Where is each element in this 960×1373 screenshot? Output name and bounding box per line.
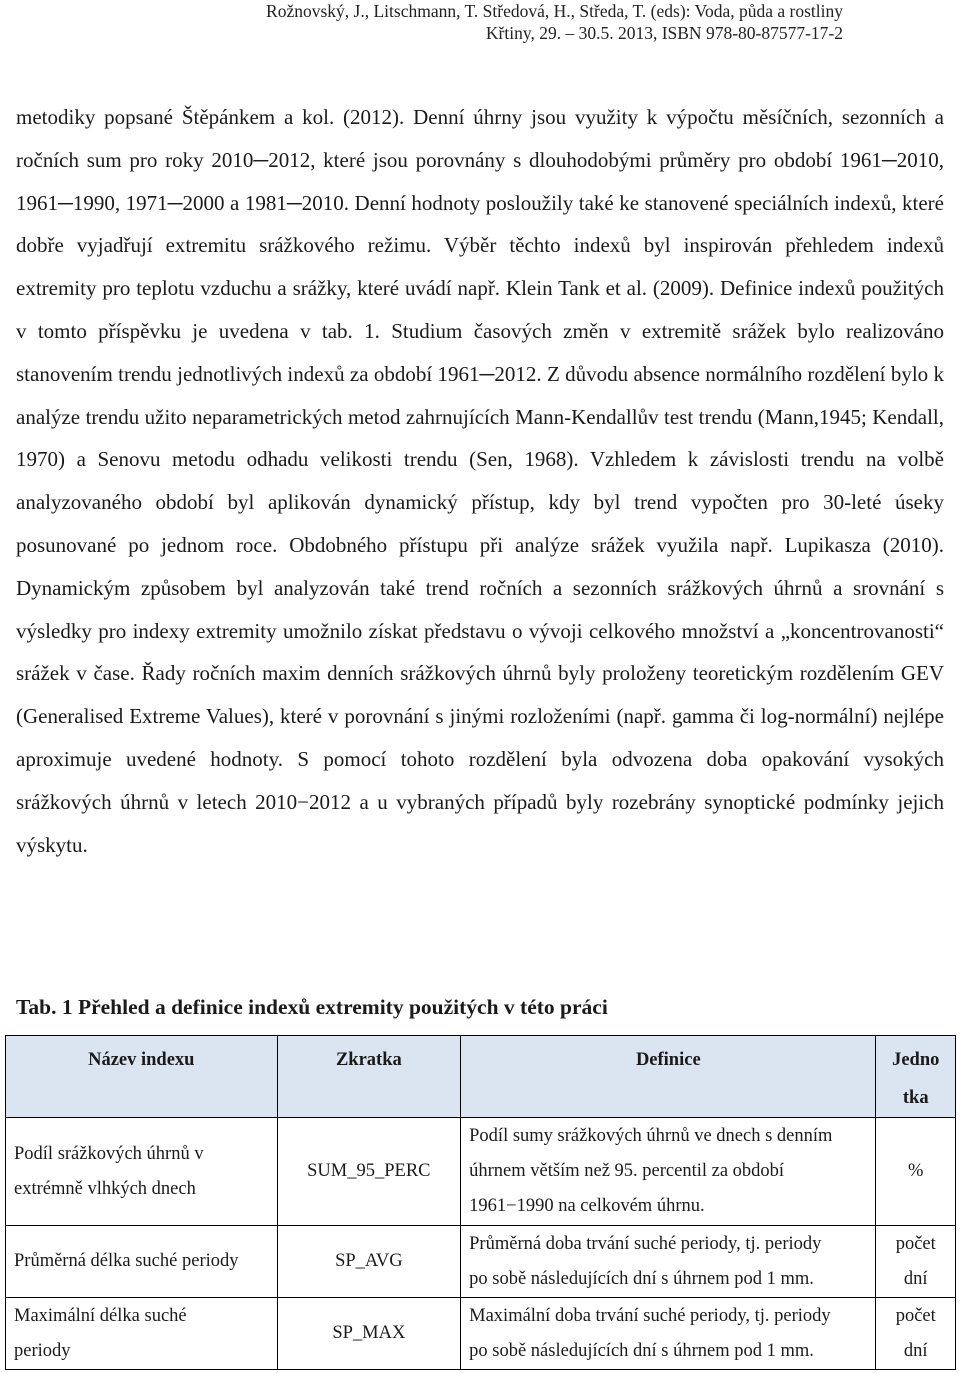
cell-def-line1: Podíl sumy srážkových úhrnů ve dnech s denním xyxy=(469,1126,833,1146)
table-row xyxy=(6,1226,956,1298)
cell-abbr: SUM_95_PERC xyxy=(277,1118,461,1226)
cell-name xyxy=(6,1298,278,1370)
table-row xyxy=(6,1298,956,1370)
cell-name-line1: Podíl srážkových úhrnů v xyxy=(14,1143,204,1164)
header-abbr: Zkratka xyxy=(277,1036,461,1118)
cell-def-line1: Průměrná doba trvání suché periody, tj. periody xyxy=(469,1233,822,1254)
cell-name xyxy=(6,1118,278,1226)
header-unit xyxy=(876,1036,956,1118)
cell-def-line2: po sobě následujících dní s úhrnem pod 1 mm. xyxy=(469,1268,814,1289)
cell-abbr: SP_AVG xyxy=(277,1226,461,1298)
cell-unit-line2: dní xyxy=(903,1340,928,1361)
cell-name-line1: Maximální délka suché xyxy=(14,1305,187,1326)
header-name: Název indexu xyxy=(6,1036,278,1118)
cell-name-line2: extrémně vlhkých dnech xyxy=(14,1178,196,1199)
cell-unit xyxy=(876,1118,956,1226)
cell-def-line2: úhrnem větším než 95. percentil za období xyxy=(469,1161,785,1181)
header-event: Křtiny, 29. – 30.5. 2013, ISBN 978-80-87577-17-2 xyxy=(485,23,843,43)
cell-unit-line1: % xyxy=(908,1161,924,1181)
cell-def-line2: po sobě následujících dní s úhrnem pod 1 mm. xyxy=(469,1340,814,1361)
indices-table xyxy=(5,1035,956,1370)
cell-definition xyxy=(461,1226,876,1298)
cell-definition xyxy=(461,1298,876,1370)
cell-unit xyxy=(876,1226,956,1298)
running-header xyxy=(266,0,843,44)
header-authors: Rožnovský, J., Litschmann, T. Středová, H., Středa, T. (eds): Voda, půda a rostliny xyxy=(266,1,843,21)
cell-def-line3: 1961−1990 na celkovém úhrnu. xyxy=(469,1196,705,1216)
cell-name-line2: periody xyxy=(14,1340,71,1361)
cell-unit-line1: počet xyxy=(895,1233,936,1254)
table-header-row xyxy=(6,1036,956,1118)
cell-abbr: SP_MAX xyxy=(277,1298,461,1370)
body-paragraph: metodiky popsané Štěpánkem a kol. (2012). Denní úhrny jsou využity k výpočtu měsíčních, sezonních a ročních sum pro roky 2010─2012, které jsou porovnány s dlouhodobými průměry pro období 1961─2010, 1961─1990, 1971─2000 a 1981─2010. Denní hodnoty posloužily také ke stanovené speciálních indexů, které dobře vyjadřují extremitu srážkového režimu. Výběr těchto indexů byl inspirován přehledem indexů extremity pro teplotu vzduchu a srážky, které uvádí např. Klein Tank et al. (2009). Definice indexů použitých v tomto příspěvku je uvedena v tab. 1. Studium časových změn v extremitě srážek bylo realizováno stanovením trendu jednotlivých indexů za období 1961─2012. Z důvodu absence normálního rozdělení bylo k analýze trendu užito neparametrických metod zahrnujících Mann-Kendallův test trendu (Mann,1945; Kendall, 1970) a Senovu metodu odhadu velikosti trendu (Sen, 1968). Vzhledem k závislosti trendu na volbě analyzovaného období byl aplikován dynamický přístup, kdy byl trend vypočten pro 30-leté úseky posunované po jednom roce. Obdobného přístupu při analýze srážek využila např. Lupikasza (2010). Dynamickým způsobem byl analyzován také trend ročních a sezonních srážkových úhrnů a srovnání s výsledky pro indexy extremity umožnilo získat představu o vývoji celkového množství a „koncentrovanosti“ srážek v čase. Řady ročních maxim denních srážkových úhrnů byly proloženy teoretickým rozdělením GEV (Generalised Extreme Values), které v porovnání s jinými rozloženími (např. gamma či log-normální) nejlépe aproximuje uvedené hodnoty. S pomocí tohoto rozdělení byla odvozena doba opakování vysokých srážkových úhrnů v letech 2010−2012 a u vybraných případů byly rozebrány synoptické podmínky jejich výskytu. xyxy=(16,105,944,857)
header-definition: Definice xyxy=(461,1036,876,1118)
cell-unit-line2: dní xyxy=(903,1268,928,1289)
table-row xyxy=(6,1118,956,1226)
header-unit-line1: Jedno xyxy=(892,1050,940,1070)
cell-name-line1: Průměrná délka suché periody xyxy=(14,1251,239,1271)
cell-unit-line1: počet xyxy=(895,1305,936,1326)
cell-definition xyxy=(461,1118,876,1226)
table-caption: Tab. 1 Přehled a definice indexů extremity použitých v této práci xyxy=(16,995,608,1019)
cell-name xyxy=(6,1226,278,1298)
header-unit-line2: tka xyxy=(902,1088,929,1108)
cell-unit xyxy=(876,1298,956,1370)
cell-def-line1: Maximální doba trvání suché periody, tj. periody xyxy=(469,1305,831,1326)
